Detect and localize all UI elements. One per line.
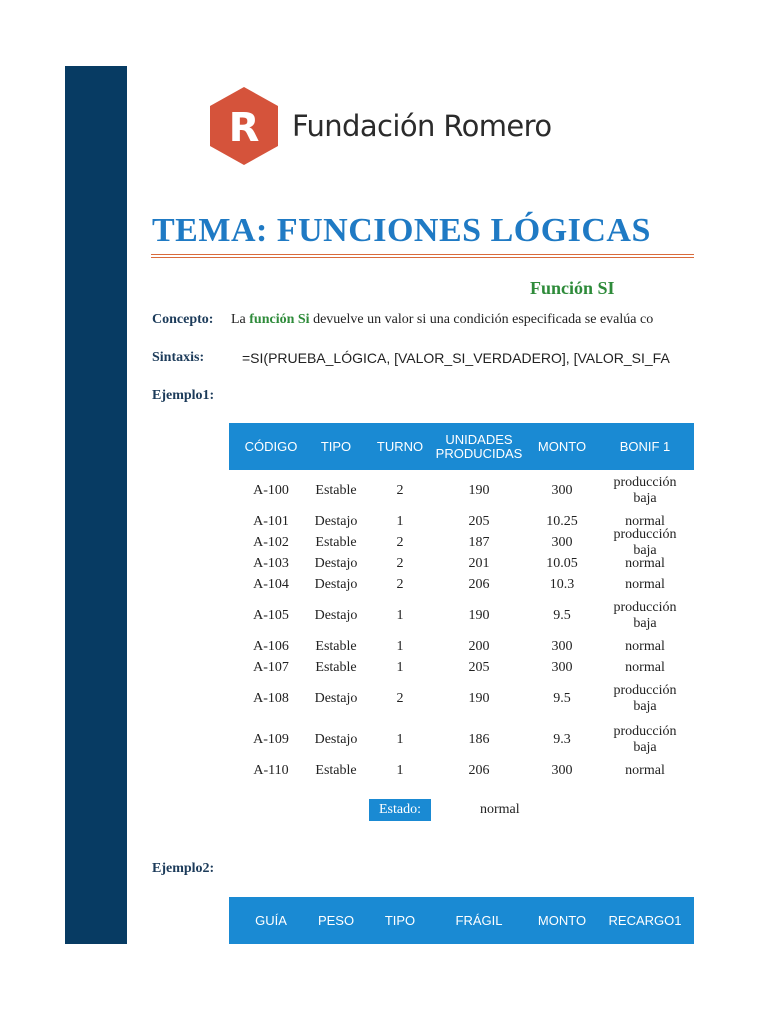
- section-subtitle: Función SI: [530, 278, 615, 298]
- estado-value: normal: [480, 802, 520, 817]
- table-cell: A-110: [253, 763, 289, 778]
- page-title: TEMA: FUNCIONES LÓGICAS: [152, 212, 651, 249]
- example1-header-4: MONTO: [537, 438, 587, 454]
- table-cell: Destajo: [314, 577, 358, 592]
- table-cell: 201: [468, 556, 490, 571]
- example1-header-3: UNIDADES PRODUCIDAS: [435, 431, 523, 461]
- table-cell: Destajo: [314, 514, 358, 529]
- table-cell: 9.5: [553, 691, 571, 706]
- table-cell: 2: [396, 556, 404, 571]
- table-cell: Destajo: [314, 608, 358, 623]
- table-cell: 190: [468, 608, 490, 623]
- table-cell: 9.3: [553, 732, 571, 747]
- example1-header-0: CÓDIGO: [244, 438, 298, 454]
- hexagon-logo-icon: [208, 85, 280, 167]
- table-cell: 10.25: [546, 514, 578, 529]
- table-cell: A-103: [253, 556, 289, 571]
- table-cell: 206: [468, 763, 490, 778]
- table-cell: 1: [396, 660, 404, 675]
- table-cell: 300: [551, 763, 573, 778]
- concept-prefix: La: [231, 312, 246, 327]
- table-cell: A-108: [253, 691, 289, 706]
- concept-body: devuelve un valor si una condición especificada se evalúa co: [313, 312, 654, 327]
- table-cell: 200: [468, 639, 490, 654]
- example1-label: Ejemplo1:: [152, 388, 215, 403]
- table-cell: normal: [625, 514, 665, 529]
- table-cell: A-100: [253, 483, 289, 498]
- example2-label: Ejemplo2:: [152, 861, 215, 876]
- concept-text: [231, 312, 653, 328]
- example2-header-3: FRÁGIL: [455, 912, 503, 928]
- example1-header-5: BONIF 1: [619, 438, 671, 454]
- table-cell: 205: [468, 660, 490, 675]
- example2-header-1: PESO: [317, 912, 355, 928]
- estado-label: Estado:: [369, 799, 431, 821]
- table-cell: A-102: [253, 535, 289, 550]
- table-cell: normal: [625, 639, 665, 654]
- table-cell: Estable: [315, 483, 357, 498]
- example2-header-5: RECARGO1: [608, 912, 682, 928]
- table-cell: Estable: [315, 639, 357, 654]
- example1-header-1: TIPO: [320, 438, 352, 454]
- table-cell: producción baja: [613, 527, 677, 558]
- table-cell: normal: [625, 577, 665, 592]
- concept-highlight: función Si: [249, 312, 310, 327]
- table-cell: 205: [468, 514, 490, 529]
- syntax-label: Sintaxis:: [152, 350, 205, 365]
- table-cell: 206: [468, 577, 490, 592]
- example2-table-header: [229, 897, 694, 944]
- table-cell: 1: [396, 514, 404, 529]
- table-cell: A-104: [253, 577, 289, 592]
- table-cell: A-105: [253, 608, 289, 623]
- table-cell: A-107: [253, 660, 289, 675]
- example1-table-header: [229, 423, 694, 470]
- table-cell: 300: [551, 639, 573, 654]
- table-cell: 300: [551, 660, 573, 675]
- table-cell: 2: [396, 577, 404, 592]
- table-cell: 10.05: [546, 556, 578, 571]
- table-cell: 300: [551, 483, 573, 498]
- title-underline: [151, 254, 694, 255]
- syntax-formula: =SI(PRUEBA_LÓGICA, [VALOR_SI_VERDADERO], [VALOR_SI_FA: [242, 350, 670, 366]
- table-cell: producción baja: [613, 683, 677, 714]
- title-underline-2: [151, 257, 694, 258]
- table-cell: 9.5: [553, 608, 571, 623]
- concept-label: Concepto:: [152, 312, 214, 327]
- table-cell: producción baja: [613, 600, 677, 631]
- example2-header-0: GUÍA: [255, 912, 287, 928]
- example2-header-4: MONTO: [537, 912, 587, 928]
- table-cell: normal: [625, 763, 665, 778]
- table-cell: 2: [396, 483, 404, 498]
- table-cell: A-106: [253, 639, 289, 654]
- logo: [208, 84, 552, 168]
- table-cell: Estable: [315, 660, 357, 675]
- table-cell: A-109: [253, 732, 289, 747]
- table-cell: producción baja: [613, 475, 677, 506]
- table-cell: 1: [396, 608, 404, 623]
- table-cell: 10.3: [549, 577, 575, 592]
- table-cell: Destajo: [314, 556, 358, 571]
- example2-header-2: TIPO: [384, 912, 416, 928]
- table-cell: 186: [468, 732, 490, 747]
- table-cell: 1: [396, 763, 404, 778]
- example1-header-2: TURNO: [376, 438, 424, 454]
- table-cell: Estable: [315, 535, 357, 550]
- table-cell: A-101: [253, 514, 289, 529]
- table-cell: 300: [551, 535, 573, 550]
- table-cell: Destajo: [314, 691, 358, 706]
- logo-text: Fundación Romero: [292, 109, 552, 143]
- table-cell: producción baja: [613, 724, 677, 755]
- table-cell: 2: [396, 535, 404, 550]
- table-cell: 190: [468, 483, 490, 498]
- table-cell: normal: [625, 660, 665, 675]
- table-cell: normal: [625, 556, 665, 571]
- table-cell: Estable: [315, 763, 357, 778]
- table-cell: Destajo: [314, 732, 358, 747]
- table-cell: 1: [396, 732, 404, 747]
- table-cell: 2: [396, 691, 404, 706]
- table-cell: 187: [468, 535, 490, 550]
- table-cell: 1: [396, 639, 404, 654]
- table-cell: 190: [468, 691, 490, 706]
- logo-letter: R: [228, 105, 260, 151]
